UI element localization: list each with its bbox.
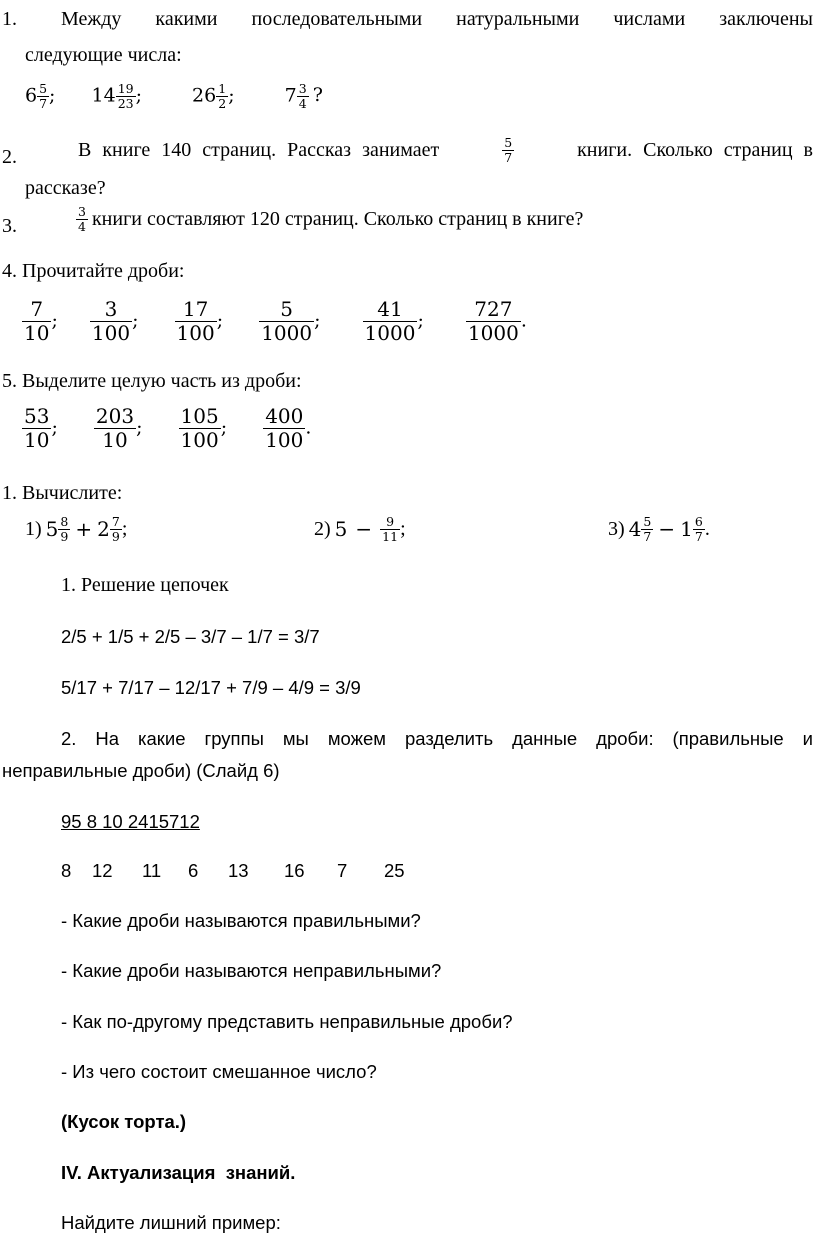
fraction: $\frac{17}{100}$ ; (176, 297, 224, 345)
question-2: - Какие дроби называются неправильными? (61, 960, 442, 981)
task4-title: 4. Прочитайте дроби: (2, 260, 185, 282)
fraction: $\frac{3}{100}$ ; (91, 297, 139, 345)
task3-line: 3 4 книги составляют 120 страниц. Сколько страниц в книге? (78, 204, 584, 234)
fraction: $\frac{41}{1000}$ ; (364, 297, 424, 345)
fraction: $\frac{53}{10}$ ; (24, 404, 58, 452)
task1-mixed-numbers (25, 82, 323, 111)
task1-number: 1. (2, 8, 17, 30)
denominator: 25 (384, 860, 405, 881)
task2-number: 2. (2, 146, 17, 168)
find-extra-example: Найдите лишний пример: (61, 1212, 281, 1233)
denominators-row (61, 860, 421, 884)
cake-note: (Кусок торта.) (61, 1111, 187, 1132)
groups-question-line2: неправильные дроби) (Слайд 6) (2, 760, 280, 781)
task6-expression-1: 1) 5 8 9 + 2 7 9 ; (25, 514, 128, 544)
fraction: $\frac{5}{1000}$ ; (261, 297, 321, 345)
fraction: $\frac{7}{10}$ ; (24, 297, 58, 345)
numerators-row: 95 8 10 2415712 (61, 811, 200, 832)
mixed-number: 26 $\frac{1}{2}$ ; (192, 81, 235, 111)
question-3: - Как по-другому представить неправильные дроби? (61, 1011, 513, 1032)
question-4: - Из чего состоит смешанное число? (61, 1061, 377, 1082)
denominator: 6 (188, 860, 199, 881)
fraction: $\frac{105}{100}$ ; (180, 404, 228, 452)
task4-fractions (22, 298, 527, 345)
mixed-number: 7 $\frac{3}{4}$ ? (284, 81, 323, 111)
task6-title: 1. Вычислите: (2, 482, 123, 504)
denominator: 7 (337, 860, 348, 881)
mixed-number: 6 $\frac{5}{7}$ ; (25, 81, 56, 111)
task2-line1: В книге 140 страниц. Рассказ занимает 5 7 книги. Сколько страниц в (78, 135, 813, 165)
denominator: 12 (92, 860, 113, 881)
chain-2: 5/17 + 7/17 – 12/17 + 7/9 – 4/9 = 3/9 (61, 677, 361, 698)
question-1: - Какие дроби называются правильными? (61, 910, 421, 931)
fraction: 3 4 (78, 204, 86, 234)
denominator: 16 (284, 860, 305, 881)
groups-question-line1: 2. На какие группы мы можем разделить данные дроби: (правильные и (61, 728, 813, 749)
section-heading: IV. Актуализация знаний. (61, 1162, 296, 1183)
task5-title: 5. Выделите целую часть из дроби: (2, 370, 302, 392)
task6-expression-2: 2) 5 − 9 11 ; (314, 514, 406, 544)
task6-expression-3: 3) 4 5 7 − 1 6 7 . (608, 514, 710, 544)
denominator: 13 (228, 860, 249, 881)
fraction: $\frac{400}{100}$ . (265, 404, 312, 452)
task2-line2: рассказе? (25, 177, 106, 199)
chains-title: 1. Решение цепочек (61, 574, 229, 596)
task3-number: 3. (2, 215, 17, 237)
task1-line2: следующие числа: (25, 44, 182, 66)
denominator: 8 (61, 860, 72, 881)
fraction: 5 7 (504, 135, 513, 165)
chain-1: 2/5 + 1/5 + 2/5 – 3/7 – 1/7 = 3/7 (61, 626, 320, 647)
denominator: 11 (142, 860, 162, 881)
task1-line1: Между какими последовательными натуральными числами заключены (61, 8, 813, 30)
task5-fractions (22, 405, 311, 452)
mixed-number: 14 $\frac{19}{23}$ ; (91, 81, 142, 111)
fraction: $\frac{727}{1000}$ . (467, 297, 527, 345)
fraction: $\frac{203}{10}$ ; (95, 404, 143, 452)
